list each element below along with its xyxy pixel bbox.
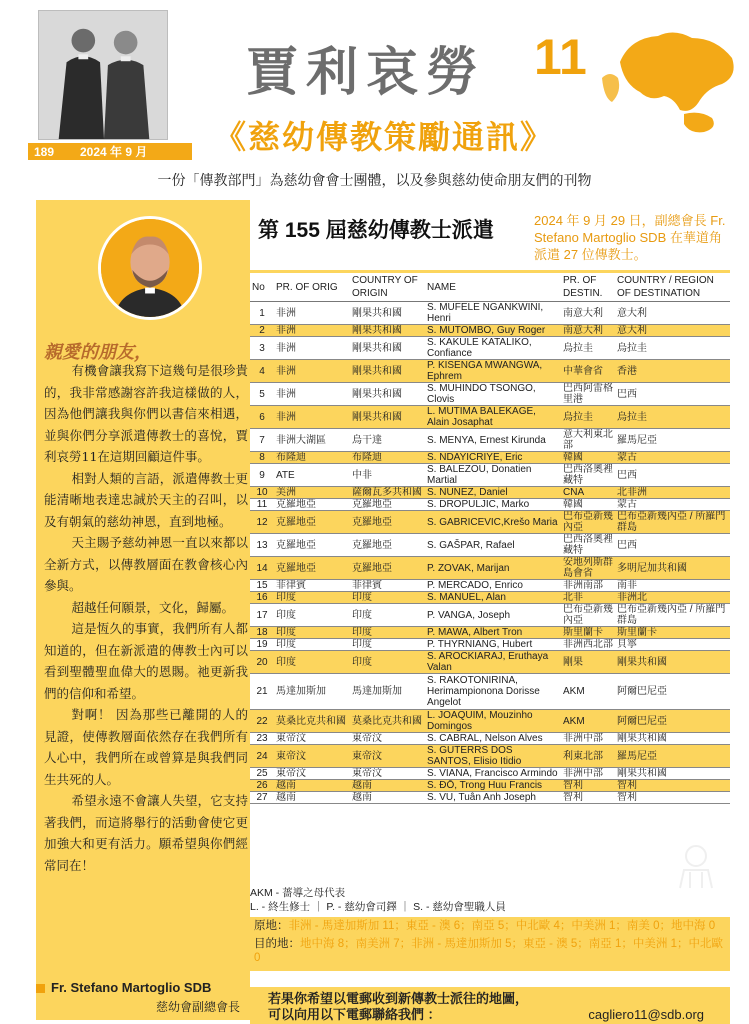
table-row [250,337,730,360]
table-row [250,487,730,499]
table-row [250,780,730,792]
table-cell: S. RAKOTONIRINA, Herimampionona Dorisse Angelot [425,674,561,710]
table-cell: 巴西 [615,534,730,557]
table-cell: P. THYRNIANG, Hubert [425,639,561,651]
table-cell: 羅馬尼亞 [615,429,730,452]
table-row [250,499,730,511]
table-cell: 馬達加斯加 [350,674,425,710]
table-cell: 20 [250,651,274,674]
table-cell: 24 [250,745,274,768]
newsletter-subtitle: 《慈幼傳教策勵通訊》 [214,118,555,156]
table-cell: 東帝汶 [274,768,350,780]
section-description: 2024 年 9 月 29 日，副總會長 Fr. Stefano Martoglio SDB 在華道角派遣 27 位傳教士。 [534,213,726,262]
table-legend [250,886,730,914]
table-cell: 剛果共和國 [350,325,425,337]
missionaries-table-container [250,270,730,804]
letter-paragraph: 天主賜予慈幼神恩一直以來都以全新方式，以傳教層面在教會核心內參與。 [44,535,248,593]
table-cell: 克羅地亞 [274,499,350,511]
table-row [250,580,730,592]
table-cell: 智利 [561,792,615,804]
table-cell: 越南 [274,792,350,804]
table-row [250,464,730,487]
table-cell: 越南 [350,792,425,804]
table-cell: 巴西洛奧裡藏特 [563,464,613,486]
table-cell: 2 [250,325,274,337]
table-cell: S. DROPULJIC, Marko [425,499,561,511]
table-cell: 意大利 [615,325,730,337]
table-cell: 巴布亞新幾內亞 [563,604,613,626]
contact-line: 若果你希望以電郵收到新傳教士派往的地圖， [268,991,529,1006]
table-cell: S. MENYA, Ernest Kirunda [425,429,561,452]
table-cell: 8 [250,452,274,464]
table-cell: S. CABRAL, Nelson Alves [425,733,561,745]
table-row [250,639,730,651]
table-cell: 22 [250,710,274,733]
table-row [250,745,730,768]
missionaries-table [250,273,730,804]
table-row [250,429,730,452]
table-cell: 北非 [561,592,615,604]
table-cell: 3 [250,337,274,360]
table-row [250,733,730,745]
table-cell: 非洲 [274,337,350,360]
letter-paragraph: 相對人類的言語，派遣傳教士更能清晰地表達忠誠於天主的召叫，以及有朝氣的慈幼神恩，直到地極。 [44,470,248,529]
table-row [250,674,730,710]
table-cell: 蒙古 [615,499,730,511]
table-cell: 23 [250,733,274,745]
table-cell: 非洲中部 [561,733,615,745]
table-cell: 巴布亞新幾內亞 / 所羅門群島 [615,604,730,627]
table-cell: 10 [250,487,274,499]
table-cell: 15 [250,580,274,592]
table-cell: 阿爾巴尼亞 [615,710,730,733]
table-cell: 12 [250,511,274,534]
column-header: No [250,273,274,302]
table-cell: 克羅地亞 [350,557,425,580]
table-cell: 南意大利 [561,302,615,325]
table-cell: 非洲中部 [561,768,615,780]
table-cell: 東帝汶 [274,745,350,768]
table-cell: 烏拉圭 [615,406,730,429]
table-cell: 14 [250,557,274,580]
table-cell: S. GUTERRS DOS SANTOS, Elisio Itidio [425,745,561,768]
contact-message [268,991,528,1023]
table-cell: 意大利 [615,302,730,325]
contact-box [250,985,730,1024]
table-row [250,360,730,383]
table-cell: 剛果共和國 [615,651,730,674]
legend-line: L. - 終生修士 ｜ P. - 慈幼會司鐸 ｜ S. - 慈幼會聖職人員 [250,901,506,913]
table-cell: 北非洲 [615,487,730,499]
table-cell: P. MERCADO, Enrico [425,580,561,592]
table-cell: 中華會省 [561,360,615,383]
table-cell: 東帝汶 [350,733,425,745]
destination-summary [254,937,726,965]
table-cell: 烏拉圭 [615,337,730,360]
table-cell: 烏拉圭 [561,337,615,360]
table-cell: S. GAŠPAR, Rafael [425,534,561,557]
origin-label: 原地： [254,920,289,932]
column-header: PR. OF ORIG [274,273,350,302]
table-cell: 香港 [615,360,730,383]
table-cell: 美洲 [274,487,350,499]
table-cell: 巴西 [615,464,730,487]
table-row [250,302,730,325]
table-cell: 非洲 [274,325,350,337]
table-cell: 智利 [615,792,730,804]
table-cell: 13 [250,534,274,557]
table-cell: 莫桑比克共和國 [350,710,425,733]
table-cell: 布隆迪 [350,452,425,464]
table-cell: 克羅地亞 [350,511,425,534]
table-cell: 馬達加斯加 [274,674,350,710]
column-header: PR. OF DESTIN. [561,273,615,302]
table-cell: 印度 [350,639,425,651]
table-cell: 6 [250,406,274,429]
missionary-logo-icon [668,836,724,892]
table-cell: 印度 [274,639,350,651]
table-cell: 智利 [561,780,615,792]
table-cell: 利東北部 [561,745,615,768]
table-cell: 25 [250,768,274,780]
table-cell: 斯里蘭卡 [615,627,730,639]
table-row [250,627,730,639]
table-row [250,768,730,780]
table-cell: 莫桑比克共和國 [274,710,350,733]
table-cell: 4 [250,360,274,383]
contact-email-link[interactable]: cagliero11@sdb.org [588,1007,704,1022]
table-cell: S. BALEZOU, Donatien Martial [425,464,561,487]
table-cell: P. KISENGA MWANGWA, Ephrem [425,360,561,383]
table-row [250,406,730,429]
table-cell: 東帝汶 [350,768,425,780]
origin-value: 非洲 - 馬達加斯加 11；東亞 - 澳 6；南亞 5；中北歐 4；中美洲 1；南美 0；地中海 0 [288,920,716,932]
table-cell: 剛果共和國 [350,383,425,406]
legend-line: AKM - 薔導之母代表 [250,887,346,899]
world-map-icon [600,18,740,136]
table-cell: 意大利東北部 [563,429,613,451]
table-cell: S. ĐỖ, Trong Huu Francis [425,780,561,792]
table-row [250,452,730,464]
table-cell: 韓國 [561,499,615,511]
table-cell: 多明尼加共和國 [615,557,730,580]
table-cell: 菲律賓 [350,580,425,592]
table-cell: 越南 [350,780,425,792]
table-cell: 印度 [350,651,425,674]
table-cell: S. KAKULE KATALIKO, Confiance [425,337,561,360]
table-cell: 剛果共和國 [350,337,425,360]
letter-paragraph: 這是恆久的事實，我們所有人都知道的，但在新派遣的傳教士內可以看到聖體聖血偉大的恩賜。祂更新我們的信仰和希望。 [44,621,248,701]
founders-photo-illustration [39,11,167,139]
table-cell: 克羅地亞 [274,557,350,580]
table-cell: 非洲大湖區 [274,429,350,452]
table-cell: 印度 [350,592,425,604]
table-cell: 東帝汶 [274,733,350,745]
table-cell: S. VU, Tuân Anh Joseph [425,792,561,804]
table-cell: 南意大利 [561,325,615,337]
table-cell: 17 [250,604,274,627]
table-cell: 巴西 [615,383,730,406]
summary-box [250,917,730,971]
letter-paragraph: 有機會讓我寫下這幾句是很珍貴的，我非常感謝容許我這樣做的人，因為他們讓我與你們以書信來相遇，並與你們分享派遣傳教士的喜悅，賈利哀勞11在這期回顧這件事。 [44,363,248,464]
signature-role: 慈幼會副總會長 [155,1000,240,1014]
table-cell: P. MAWA, Albert Tron [425,627,561,639]
letter-column [36,200,250,1020]
table-cell: S. AROCKIARAJ, Eruthaya Valan [425,651,561,674]
table-cell: L. JOAQUIM, Mouzinho Domingos [425,710,561,733]
table-cell: 羅馬尼亞 [615,745,730,768]
table-cell: S. MUTOMBO, Guy Roger [425,325,561,337]
table-cell: 16 [250,592,274,604]
letter-greeting: 親愛的朋友， [44,342,152,363]
issue-bar [28,143,192,160]
newsletter-number: 11 [534,29,587,85]
table-cell: 巴布亞新幾內亞 / 所羅門群島 [615,511,730,534]
table-cell: 巴西洛奧裡藏特 [563,534,613,556]
table-cell: 26 [250,780,274,792]
destination-label: 目的地： [254,938,300,950]
table-cell: S. MUFELE NGANKWINI, Henri [425,302,561,325]
table-cell: 菲律賓 [274,580,350,592]
table-cell: 印度 [274,651,350,674]
table-cell: AKM [561,674,615,710]
table-cell: 非洲 [274,360,350,383]
table-row [250,383,730,406]
letter-paragraph: 希望永遠不會讓人失望，它支持著我們，而這將舉行的活動會使它更加強大和更有活力。願希望與你們經常同在！ [44,793,248,873]
bullet-square-icon [36,984,45,993]
table-row [250,557,730,580]
table-cell: 巴布亞新幾內亞 [563,511,613,533]
table-cell: P. VANGA, Joseph [425,604,561,627]
table-cell: L. MUTIMA BALEKAGE, Alain Josaphat [425,406,561,429]
table-row [250,511,730,534]
table-cell: ATE [274,464,350,487]
table-cell: S. MUHINDO TSONGO, Clovis [425,383,561,406]
table-cell: 剛果 [561,651,615,674]
table-cell: 剛果共和國 [350,302,425,325]
masthead [0,0,749,190]
table-cell: S. MANUEL, Alan [425,592,561,604]
table-cell: 烏拉圭 [561,406,615,429]
table-row [250,651,730,674]
table-cell: 中非 [350,464,425,487]
table-cell: 越南 [274,780,350,792]
table-cell: 剛果共和國 [350,360,425,383]
table-cell: 印度 [274,604,350,627]
missionaries-section [250,210,730,1020]
table-row [250,604,730,627]
table-row [250,592,730,604]
table-cell: 剛果共和國 [615,768,730,780]
table-cell: 11 [250,499,274,511]
table-cell: 布隆迪 [274,452,350,464]
table-cell: 克羅地亞 [274,534,350,557]
table-cell: 東帝汶 [350,745,425,768]
table-cell: S. GABRICEVIC,Krešo Maria [425,511,561,534]
table-cell: 5 [250,383,274,406]
table-header-row [250,273,730,302]
tagline: 一份「傳教部門」為慈幼會會士團體，以及參與慈幼使命朋友們的刊物 [157,172,592,188]
table-cell: 剛果共和國 [615,733,730,745]
table-cell: 南非 [615,580,730,592]
table-cell: 印度 [274,592,350,604]
table-cell: 21 [250,674,274,710]
table-cell: AKM [561,710,615,733]
section-title: 第 155 屆慈幼傳教士派遣 [258,219,494,242]
table-cell: 安地列斯群島會省 [563,557,613,579]
letter-signature [36,980,246,1015]
table-cell: 非洲 [274,383,350,406]
table-row [250,792,730,804]
letter-body [44,360,248,876]
table-cell: S. NDAYICRIYE, Eric [425,452,561,464]
table-cell: 韓國 [561,452,615,464]
column-header: COUNTRY / REGION OF DESTINATION [615,273,730,302]
table-cell: 貝寧 [615,639,730,651]
table-cell: 克羅地亞 [350,499,425,511]
table-cell: 印度 [350,604,425,627]
destination-value: 地中海 8；南美洲 7；非洲 - 馬達加斯加 5；東亞 - 澳 5；南亞 1；中美洲 1；中北歐 0 [254,938,723,964]
newsletter-title: 賈利哀勞 [246,42,487,103]
table-cell: 9 [250,464,274,487]
issue-date: 2024 年 9 月 [80,145,148,159]
table-cell: 1 [250,302,274,325]
table-cell: 阿爾巴尼亞 [615,674,730,710]
table-cell: P. ZOVAK, Marijan [425,557,561,580]
table-cell: 印度 [350,627,425,639]
table-cell: 智利 [615,780,730,792]
contact-line: 可以向用以下電郵聯絡我們 ： [268,1007,441,1022]
table-cell: S. VIANA, Francisco Armindo [425,768,561,780]
table-cell: 非洲南部 [561,580,615,592]
table-cell: 非洲北 [615,592,730,604]
signature-name: Fr. Stefano Martoglio SDB [51,980,212,995]
table-cell: 薩爾瓦多共和國 [350,487,425,499]
origin-summary [254,919,726,933]
table-cell: 印度 [274,627,350,639]
table-cell: 非洲西北部 [563,639,613,650]
table-cell: 斯里蘭卡 [561,627,615,639]
table-cell: 非洲 [274,406,350,429]
letter-paragraph: 對啊！ 因為那些已離開的人的見證，使傳教層面依然存在我們所有人心中，我們所在或曾算是與我們同生共死的人。 [44,707,248,787]
table-row [250,534,730,557]
author-portrait-illustration [101,219,199,317]
column-header: COUNTRY OF ORIGIN [350,273,425,302]
table-cell: 7 [250,429,274,452]
table-body [250,302,730,804]
table-cell: 巴西阿雷格里港 [563,383,613,405]
table-cell: S. NUÑEZ, Daniel [425,487,561,499]
table-cell: 27 [250,792,274,804]
table-cell: 19 [250,639,274,651]
table-cell: 剛果共和國 [350,406,425,429]
column-header: NAME [425,273,561,302]
table-row [250,325,730,337]
letter-paragraph: 超越任何願景，文化，歸屬。 [71,599,235,615]
table-cell: 克羅地亞 [350,534,425,557]
table-cell: CNA [561,487,615,499]
table-cell: 克羅地亞 [274,511,350,534]
table-cell: 非洲 [274,302,350,325]
table-cell: 18 [250,627,274,639]
table-row [250,710,730,733]
issue-number: 189 [34,144,55,159]
author-portrait [98,216,202,320]
table-cell: 烏干達 [350,429,425,452]
table-cell: 蒙古 [615,452,730,464]
founders-photo [38,10,168,140]
